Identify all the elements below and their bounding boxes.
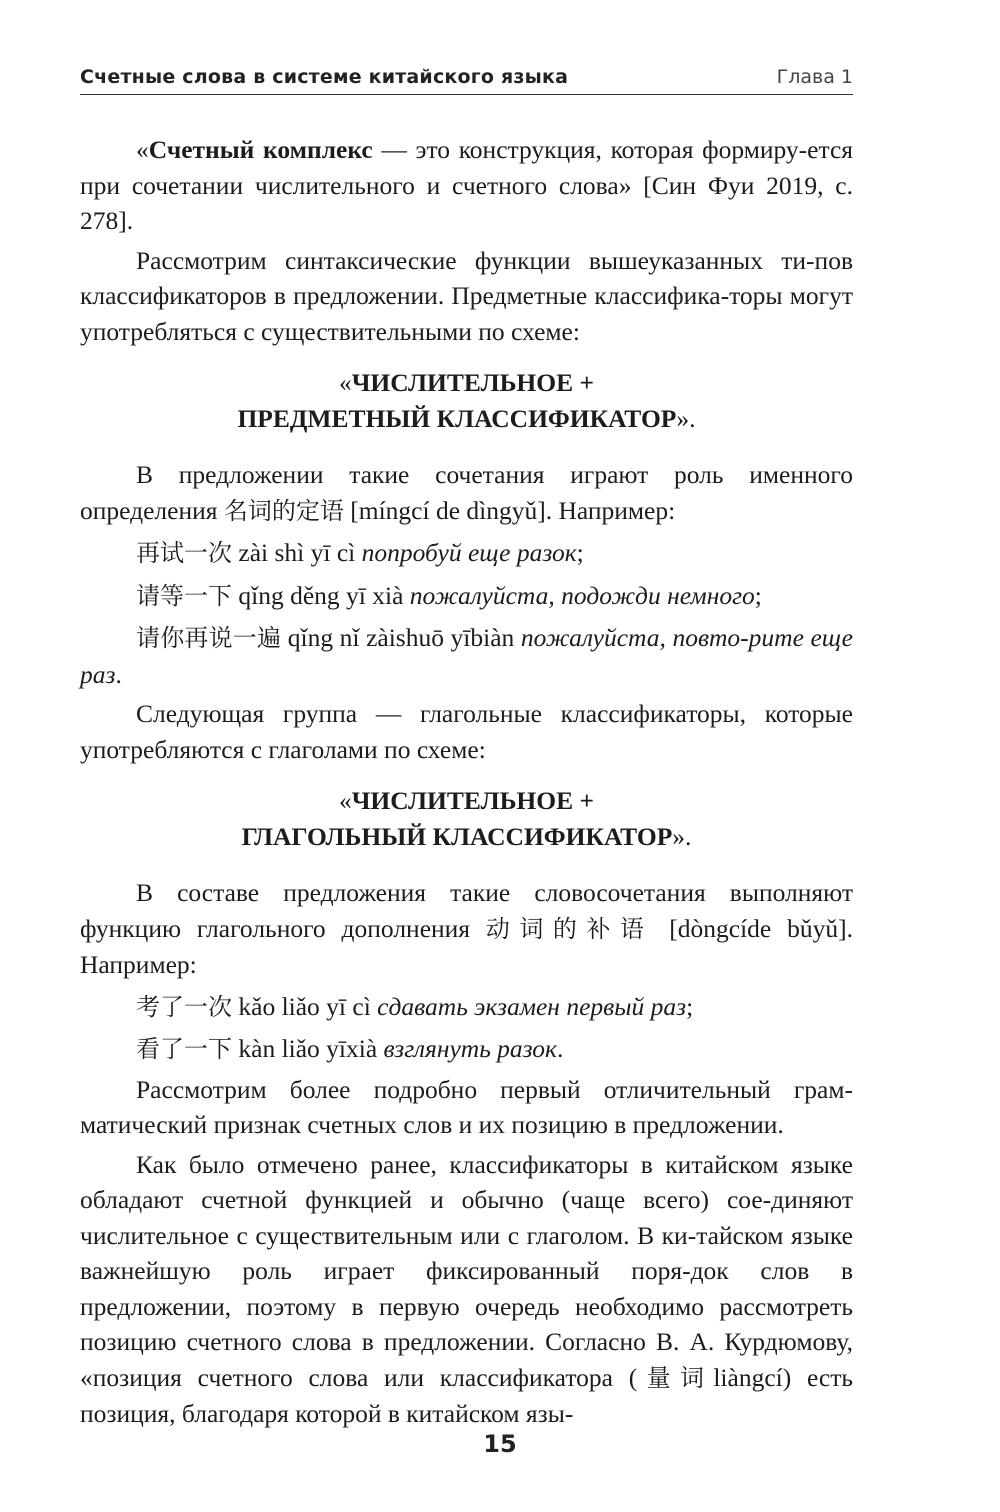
chinese-term: 量词 xyxy=(637,1363,714,1392)
paragraph-definition: «Счетный комплекс — это конструкция, которая формиру-ется при сочетании числительного и счетного слова» [Син Фуи 2019, с. 278]. xyxy=(80,135,853,235)
paragraph-noun-attribute: В предложении такие сочетания играют роль именного определения 名词的定语 [míngcí de dìngyǔ]. Например: xyxy=(80,460,853,525)
example-item: 请你再说一遍 qǐng nǐ zàishuō yībiàn пожалуйста, повто-рите еще раз. xyxy=(80,623,854,689)
page-body xyxy=(80,132,853,1432)
example-item: 再试一次 zài shì yī cì попробуй еще разок; xyxy=(136,538,584,567)
example-item: 看了一下 kàn liǎo yīxià взглянуть разок. xyxy=(136,1034,564,1063)
running-header xyxy=(80,60,853,95)
chinese-term: 动词的补语 xyxy=(485,914,654,943)
scheme-heading-object: «ЧИСЛИТЕЛЬНОЕ + ПРЕДМЕТНЫЙ КЛАССИФИКАТОР». xyxy=(237,368,696,433)
paragraph-word-order: Как было отмечено ранее, классификаторы в китайском языке обладают счетной функцией и обычно (чаще всего) сое-диняют числительное с существительным или с глаголом. В ки-тайском языке важнейшую роль играет фиксированный поря-док слов в предложении, поэтому в первую очередь необходимо рассмотреть позицию счетного слова в предложении. Согласно В. А. Курдюмову, «позиция счетного слова или классификатора (量词liàngcí) есть позиция, благодаря которой в китайском язы- xyxy=(80,1149,854,1428)
page-number: 15 xyxy=(483,1430,517,1458)
header-title: Счетные слова в системе китайского языка xyxy=(80,66,569,88)
header-chapter: Глава 1 xyxy=(776,66,853,88)
term-counting-complex: Счетный комплекс xyxy=(148,135,373,164)
chinese-term: 名词的定语 xyxy=(223,496,344,525)
paragraph-verb-complement: В составе предложения такие словосочетания выполняют функцию глагольного дополнения 动词的补语 [dòngcíde bǔyǔ]. Например: xyxy=(80,878,853,979)
paragraph-verbal-group: Следующая группа — глагольные классификаторы, которые употребляются с глаголами по схеме: xyxy=(80,699,853,764)
example-item: 请等一下 qǐng děng yī xià пожалуйста, подожди немного; xyxy=(136,580,762,610)
scheme-heading-verbal: «ЧИСЛИТЕЛЬНОЕ + ГЛАГОЛЬНЫЙ КЛАССИФИКАТОР». xyxy=(241,786,692,851)
paragraph-syntax-functions: Рассмотрим синтаксические функции вышеуказанных ти-пов классификаторов в предложении. Предметные классифика-торы могут употребляться с существительными по схеме: xyxy=(80,245,853,346)
paragraph-grammar-feature: Рассмотрим более подробно первый отличительный грам-матический признак счетных слов и их позицию в предложении. xyxy=(80,1074,853,1139)
example-item: 考了一次 kǎo liǎo yī cì сдавать экзамен первый раз; xyxy=(136,991,694,1021)
